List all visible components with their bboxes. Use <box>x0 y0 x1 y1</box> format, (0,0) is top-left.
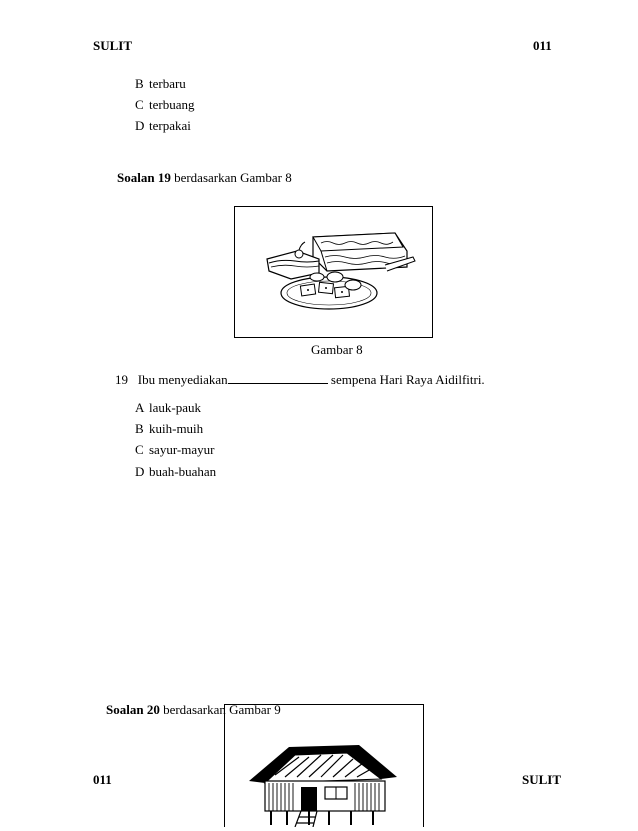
footer-right: SULIT <box>522 772 562 787</box>
question-19-intro: Soalan 19 berdasarkan Gambar 8 <box>117 170 292 185</box>
figure-8-caption: Gambar 8 <box>311 342 363 357</box>
house-icon <box>225 705 423 827</box>
question-20-intro: Soalan 20 berdasarkan Gambar 9 <box>106 702 281 717</box>
figure-8-frame <box>234 206 433 338</box>
q19-option-c: C sayur-mayur <box>135 442 215 457</box>
q18-option-d: D terpakai <box>135 118 191 133</box>
cakes-icon <box>235 207 432 337</box>
figure-9-frame <box>224 704 424 827</box>
header-left: SULIT <box>93 38 133 53</box>
q18-option-b: B terbaru <box>135 76 186 91</box>
q19-option-b: B kuih-muih <box>135 421 204 436</box>
question-19-stem: 19 Ibu menyediakan sempena Hari Raya Aidilfitri. <box>115 372 485 387</box>
q18-option-c: C terbuang <box>135 97 195 112</box>
q19-option-a: A lauk-pauk <box>135 400 201 415</box>
answer-blank <box>228 372 328 384</box>
q19-option-d: D buah-buahan <box>135 464 217 479</box>
header-right: 011 <box>533 38 552 53</box>
footer-left: 011 <box>93 772 112 787</box>
